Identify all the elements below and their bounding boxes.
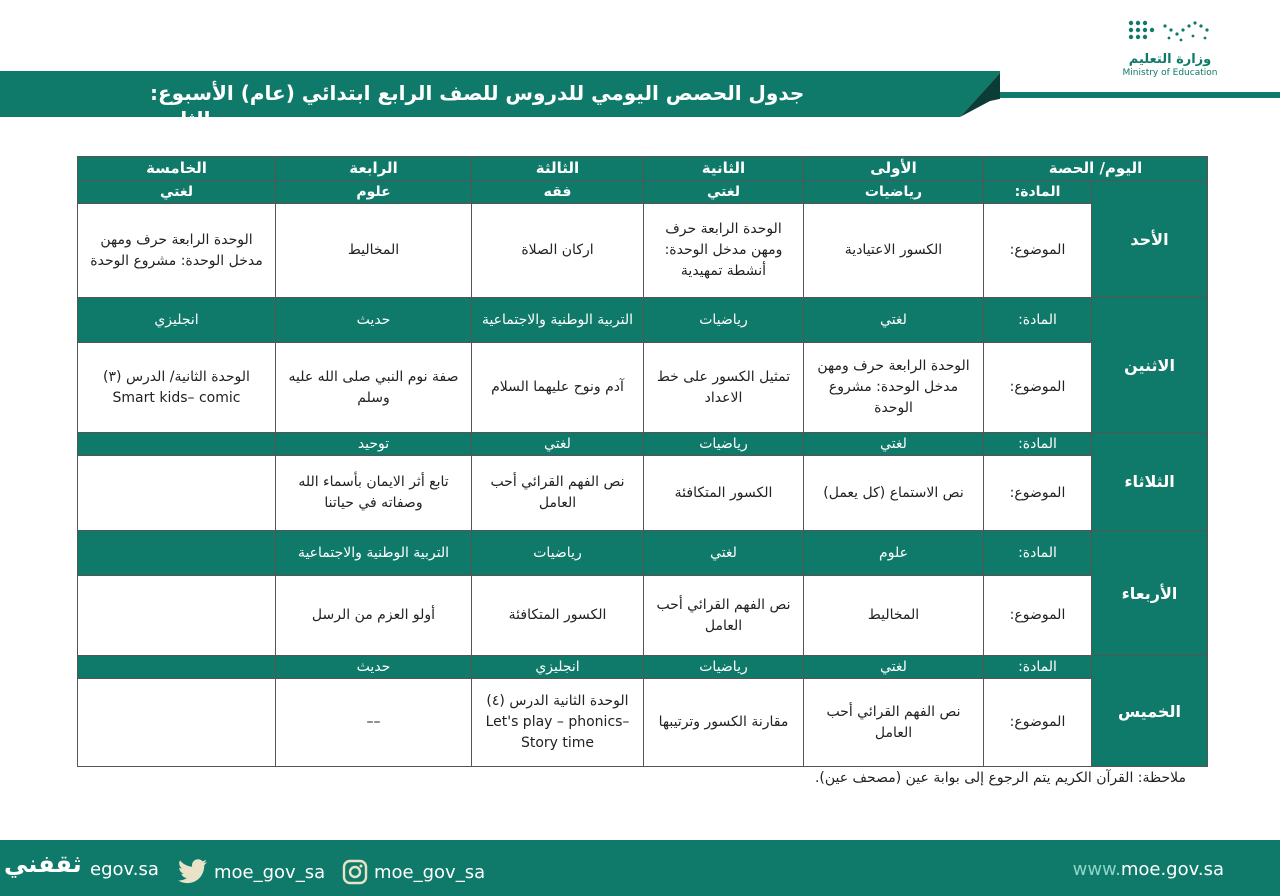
- table-row: [78, 531, 1208, 576]
- topic-label: الموضوع:: [984, 204, 1092, 298]
- header-period-4: الرابعة: [276, 157, 472, 181]
- egov-link[interactable]: [90, 859, 159, 880]
- subject-cell: التربية الوطنية والاجتماعية: [276, 531, 472, 576]
- subject-cell: رياضيات: [804, 181, 984, 204]
- table-row: [78, 343, 1208, 433]
- header-day-period: اليوم/ الحصة: [984, 157, 1208, 181]
- instagram-icon: [342, 859, 368, 885]
- table-row: [78, 181, 1208, 204]
- table-row: [78, 656, 1208, 679]
- twitter-handle: moe_gov_sa: [214, 861, 326, 883]
- instagram-handle: moe_gov_sa: [374, 861, 486, 883]
- topic-cell: [78, 679, 276, 767]
- subject-cell: علوم: [276, 181, 472, 204]
- topic-cell: صفة نوم النبي صلى الله عليه وسلم: [276, 343, 472, 433]
- subject-cell: لغتي: [804, 656, 984, 679]
- subject-label: المادة:: [984, 433, 1092, 456]
- header-accent-line: [1000, 92, 1280, 98]
- topic-cell: الكسور الاعتيادية: [804, 204, 984, 298]
- topic-cell: [78, 456, 276, 531]
- instagram-link[interactable]: [342, 859, 485, 885]
- topic-cell: مقارنة الكسور وترتيبها: [644, 679, 804, 767]
- subject-cell: لغتي: [804, 433, 984, 456]
- logo-english-text: Ministry of Education: [1122, 68, 1218, 78]
- website-link[interactable]: [1073, 859, 1224, 880]
- subject-cell: انجليزي: [472, 656, 644, 679]
- header-period-5: الخامسة: [78, 157, 276, 181]
- header-period-2: الثانية: [644, 157, 804, 181]
- topic-cell: الكسور المتكافئة: [644, 456, 804, 531]
- topic-label: الموضوع:: [984, 679, 1092, 767]
- subject-cell: فقه: [472, 181, 644, 204]
- topic-cell: الكسور المتكافئة: [472, 576, 644, 656]
- topic-cell: الوحدة الثانية/ الدرس (٣) Smart kids– comic: [78, 343, 276, 433]
- topic-label: الموضوع:: [984, 456, 1092, 531]
- header-period-1: الأولى: [804, 157, 984, 181]
- subject-cell: رياضيات: [472, 531, 644, 576]
- subject-cell: رياضيات: [644, 656, 804, 679]
- topic-cell: نص الفهم القرائي أحب العامل: [804, 679, 984, 767]
- topic-cell: اركان الصلاة: [472, 204, 644, 298]
- day-cell-monday: الاثنين: [1092, 298, 1208, 433]
- schedule-table: [77, 156, 1208, 767]
- day-cell-wednesday: الأربعاء: [1092, 531, 1208, 656]
- subject-label: المادة:: [984, 531, 1092, 576]
- subject-cell: [78, 656, 276, 679]
- subject-cell: لغتي: [644, 531, 804, 576]
- website-prefix: www.: [1072, 859, 1121, 880]
- topic-cell: تابع أثر الايمان بأسماء الله وصفاته في حياتنا: [276, 456, 472, 531]
- topic-cell: نص الاستماع (كل يعمل): [804, 456, 984, 531]
- subject-cell: لغتي: [472, 433, 644, 456]
- twitter-link[interactable]: [178, 859, 325, 885]
- logo-arabic-text: وزارة التعليم: [1128, 52, 1212, 67]
- topic-label: الموضوع:: [984, 343, 1092, 433]
- day-cell-thursday: الخميس: [1092, 656, 1208, 767]
- website-domain: moe.gov.sa: [1120, 859, 1224, 880]
- topic-cell: ––: [276, 679, 472, 767]
- subject-cell: انجليزي: [78, 298, 276, 343]
- subject-cell: التربية الوطنية والاجتماعية: [472, 298, 644, 343]
- topic-cell: نص الفهم القرائي أحب العامل: [472, 456, 644, 531]
- subject-cell: حديث: [276, 298, 472, 343]
- subject-cell: [78, 531, 276, 576]
- subject-cell: رياضيات: [644, 298, 804, 343]
- topic-cell: نص الفهم القرائي أحب العامل: [644, 576, 804, 656]
- topic-cell: المخاليط: [276, 204, 472, 298]
- logo-dots-icon: [1125, 18, 1215, 48]
- subject-cell: رياضيات: [644, 433, 804, 456]
- topic-cell: تمثيل الكسور على خط الاعداد: [644, 343, 804, 433]
- day-cell-tuesday: الثلاثاء: [1092, 433, 1208, 531]
- subject-cell: لغتي: [804, 298, 984, 343]
- topic-cell: أولو العزم من الرسل: [276, 576, 472, 656]
- table-row: [78, 433, 1208, 456]
- table-row: [78, 298, 1208, 343]
- subject-cell: حديث: [276, 656, 472, 679]
- table-row: [78, 576, 1208, 656]
- subject-cell: توحيد: [276, 433, 472, 456]
- twitter-icon: [178, 859, 208, 885]
- table-row: [78, 204, 1208, 298]
- note-text: ملاحظة: القرآن الكريم يتم الرجوع إلى بوابة عين (مصحف عين).: [814, 770, 1186, 786]
- subject-cell: لغتي: [78, 181, 276, 204]
- topic-cell: آدم ونوح عليهما السلام: [472, 343, 644, 433]
- subject-cell: [78, 433, 276, 456]
- topic-cell: الوحدة الرابعة حرف ومهن مدخل الوحدة: أنشطة تمهيدية: [644, 204, 804, 298]
- topic-cell: الوحدة الثانية الدرس (٤) Let's play – phonics– Story time: [472, 679, 644, 767]
- subject-cell: علوم: [804, 531, 984, 576]
- subject-label: المادة:: [984, 656, 1092, 679]
- ministry-logo: [1100, 18, 1240, 90]
- subject-label: المادة:: [984, 181, 1092, 204]
- table-row: [78, 679, 1208, 767]
- topic-cell: المخاليط: [804, 576, 984, 656]
- header-row: [78, 157, 1208, 181]
- subject-label: المادة:: [984, 298, 1092, 343]
- watermark: ثقفني: [4, 850, 82, 878]
- table-row: [78, 456, 1208, 531]
- header-period-3: الثالثة: [472, 157, 644, 181]
- topic-cell: [78, 576, 276, 656]
- topic-label: الموضوع:: [984, 576, 1092, 656]
- subject-cell: لغتي: [644, 181, 804, 204]
- egov-text: egov.sa: [90, 859, 159, 880]
- topic-cell: الوحدة الرابعة حرف ومهن مدخل الوحدة: مشروع الوحدة: [804, 343, 984, 433]
- topic-cell: الوحدة الرابعة حرف ومهن مدخل الوحدة: مشروع الوحدة: [78, 204, 276, 298]
- page-title: جدول الحصص اليومي للدروس للصف الرابع ابتدائي (عام) الأسبوع: الثامن: [150, 81, 805, 131]
- day-cell-sunday: الأحد: [1092, 181, 1208, 298]
